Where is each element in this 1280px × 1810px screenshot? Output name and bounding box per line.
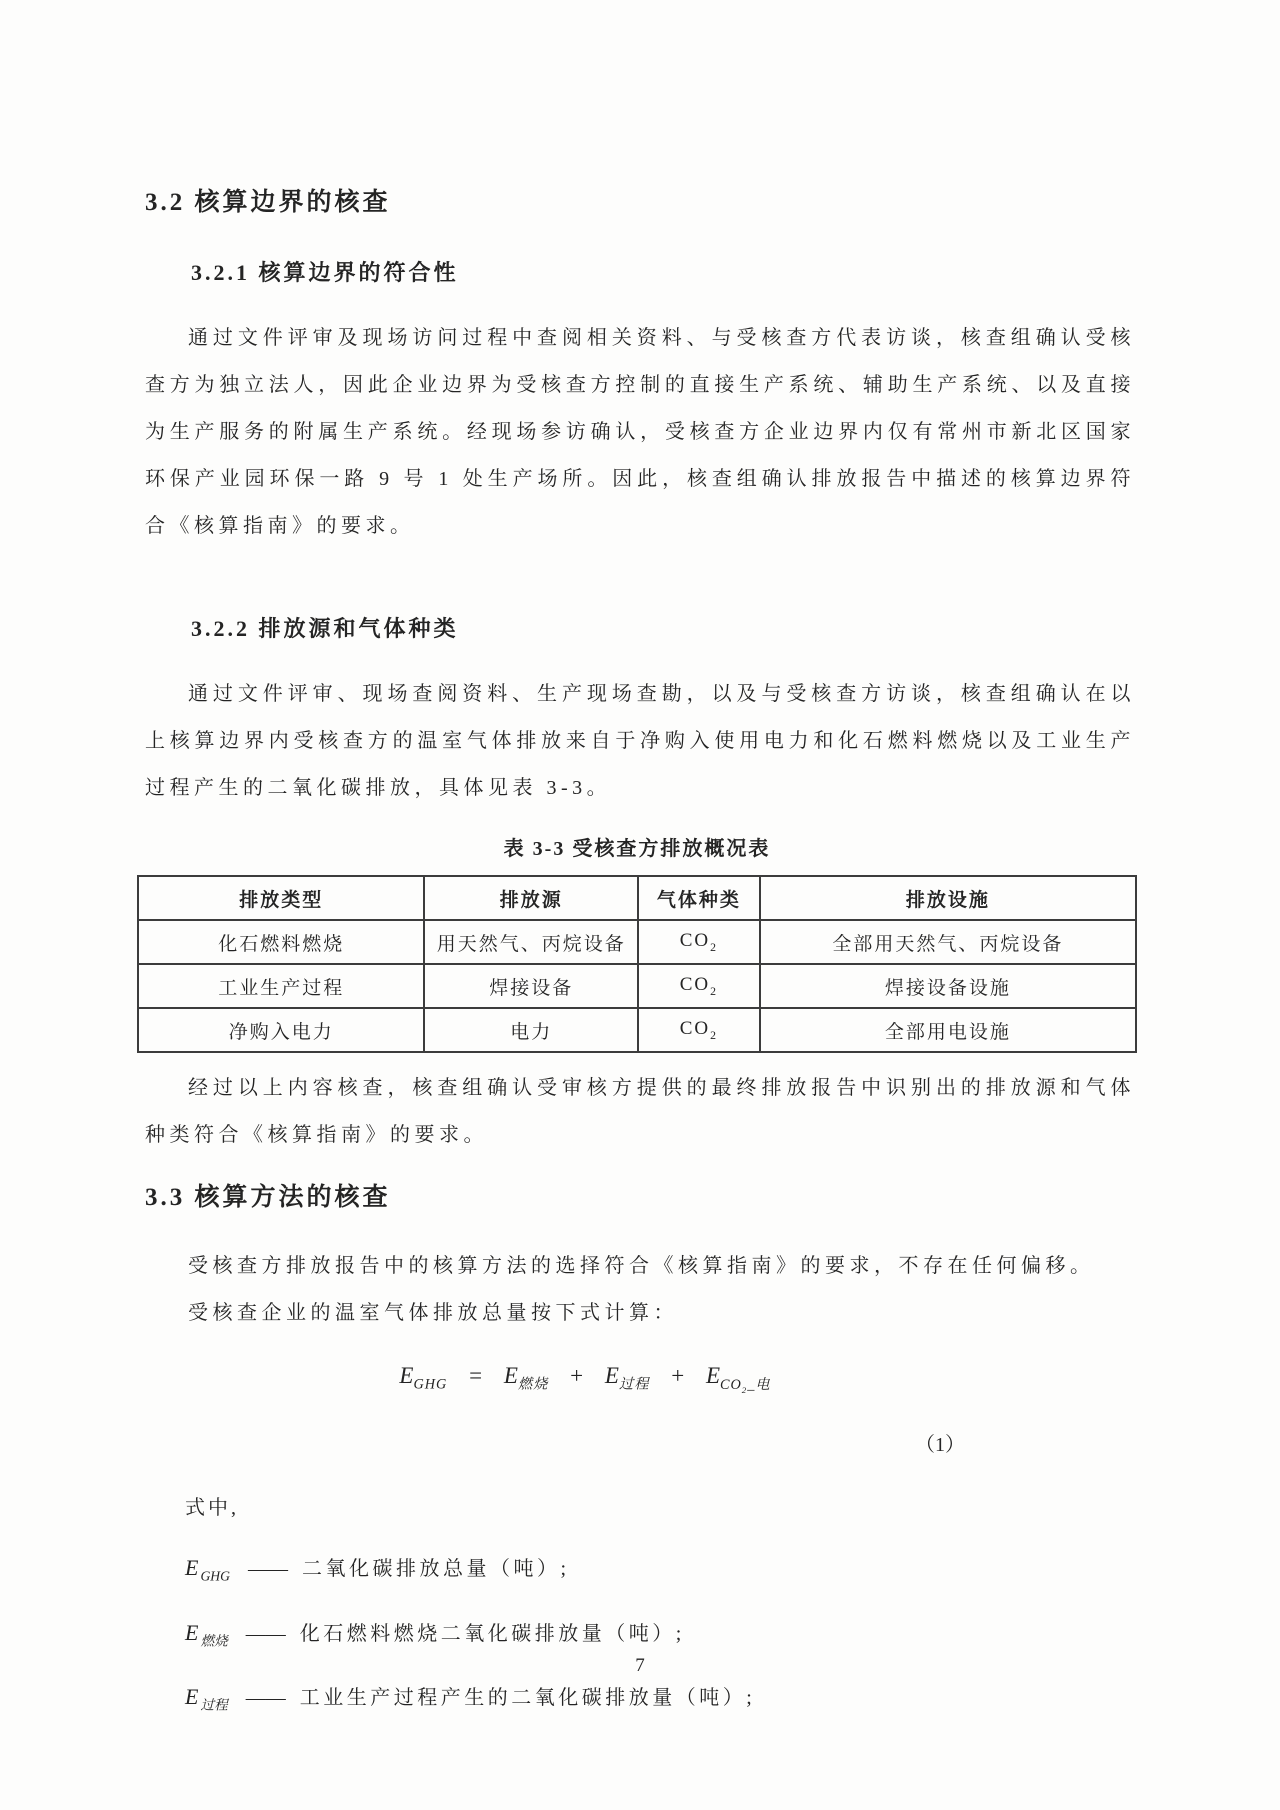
symbol-eghg: $E_{GHG}$	[185, 1555, 230, 1584]
section-heading-3-3: 3.3 核算方法的核查	[145, 1184, 391, 1211]
table-row	[138, 1008, 1136, 1052]
emission-overview-table-block	[137, 832, 1137, 1053]
formula-term-electricity: $E_{CO_2\_电}$	[705, 1363, 771, 1395]
symbol-process: $E_{过程}$	[185, 1684, 228, 1713]
definition-eghg: $E_{GHG}$ —— 二氧化碳排放总量（吨）;	[185, 1555, 570, 1584]
cell-emission-facility: 全部用电设施	[760, 1008, 1136, 1052]
cell-emission-source: 用天然气、丙烷设备	[424, 920, 638, 964]
equation-number: （1）	[915, 1434, 965, 1457]
table-row	[138, 920, 1136, 964]
page-number: 7	[635, 1655, 645, 1676]
cell-emission-type: 工业生产过程	[138, 964, 424, 1008]
col-header-emission-type: 排放类型	[138, 876, 424, 920]
plus-sign: +	[671, 1363, 685, 1388]
paragraph-method-conformity: 受核查方排放报告中的核算方法的选择符合《核算指南》的要求，不存在任何偏移。	[188, 1255, 1095, 1277]
formula-term-process: $E_{过程}$	[604, 1363, 650, 1393]
cell-emission-type: 化石燃料燃烧	[138, 920, 424, 964]
subsection-heading-3-2-1: 3.2.1 核算边界的符合性	[191, 260, 459, 285]
cell-gas-type: $CO_2$	[638, 1008, 760, 1052]
table-header-row	[138, 876, 1136, 920]
cell-emission-facility: 焊接设备设施	[760, 964, 1136, 1008]
cell-emission-source: 焊接设备	[424, 964, 638, 1008]
formula-term-combustion: $E_{燃烧}$	[503, 1363, 549, 1393]
formula-where-label: 式中,	[185, 1497, 239, 1520]
col-header-emission-source: 排放源	[424, 876, 638, 920]
equals-sign: =	[469, 1363, 483, 1388]
plus-sign: +	[570, 1363, 584, 1388]
col-header-emission-facility: 排放设施	[760, 876, 1136, 920]
paragraph-emission-sources: 通过文件评审、现场查阅资料、生产现场查勘，以及与受核查方访谈，核查组确认在以上核算边界内受核查方的温室气体排放来自于净购入使用电力和化石燃料燃烧以及工业生产过程产生的二氧化碳排放，具体见表 3-3。	[145, 683, 1135, 799]
table-row	[138, 964, 1136, 1008]
paragraph-boundary-conformity: 通过文件评审及现场访问过程中查阅相关资料、与受核查方代表访谈，核查组确认受核查方为独立法人，因此企业边界为受核查方控制的直接生产系统、辅助生产系统、以及直接为生产服务的附属生产系统。经现场参访确认，受核查方企业边界内仅有常州市新北区国家环保产业园环保一路 9 号 1 处生产场所。因此，核查组确认排放报告中描述的核算边界符合《核算指南》的要求。	[145, 327, 1135, 537]
definition-combustion: $E_{燃烧}$ —— 化石燃料燃烧二氧化碳排放量（吨）;	[185, 1619, 685, 1649]
cell-emission-source: 电力	[424, 1008, 638, 1052]
cell-gas-type: $CO_2$	[638, 920, 760, 964]
formula-term-eghg: $E_{GHG}$	[399, 1363, 448, 1393]
paragraph-table-conclusion: 经过以上内容核查，核查组确认受审核方提供的最终排放报告中识别出的排放源和气体种类符合《核算指南》的要求。	[145, 1077, 1135, 1146]
cell-emission-type: 净购入电力	[138, 1008, 424, 1052]
col-header-gas-type: 气体种类	[638, 876, 760, 920]
emission-overview-table	[137, 875, 1137, 1053]
cell-emission-facility: 全部用天然气、丙烷设备	[760, 920, 1136, 964]
section-heading-3-2: 3.2 核算边界的核查	[145, 189, 391, 216]
definition-process: $E_{过程}$ —— 工业生产过程产生的二氧化碳排放量（吨）;	[185, 1684, 756, 1713]
cell-gas-type: $CO_2$	[638, 964, 760, 1008]
paragraph-formula-intro: 受核查企业的温室气体排放总量按下式计算：	[188, 1302, 678, 1324]
ghg-total-formula	[90, 1363, 1080, 1394]
symbol-combustion: $E_{燃烧}$	[185, 1619, 228, 1649]
subsection-heading-3-2-2: 3.2.2 排放源和气体种类	[191, 616, 459, 641]
table-caption: 表 3-3 受核查方排放概况表	[503, 838, 771, 860]
